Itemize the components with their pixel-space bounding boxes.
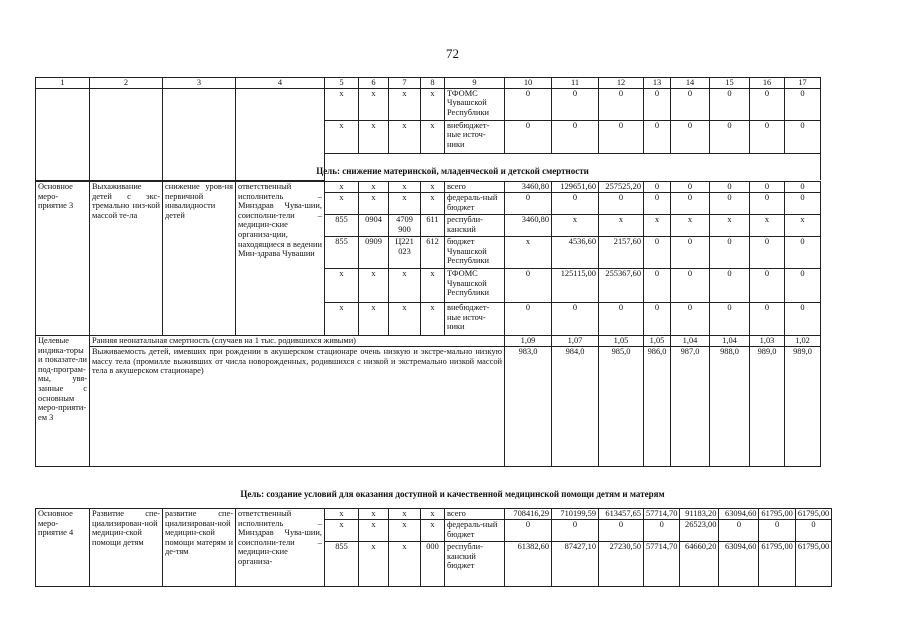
table-cell: 1,05 <box>644 336 671 347</box>
table-cell: x <box>785 215 821 237</box>
goal-heading: Цель: создание условий для оказания доступной и качественной медицинской помощи детям и матерям <box>240 489 665 499</box>
table-row <box>36 88 821 120</box>
table-cell: 63094,60 <box>719 542 759 587</box>
table-cell: x <box>359 120 389 153</box>
table-cell: 0 <box>710 120 750 153</box>
table-cell: 4536,60 <box>552 237 599 269</box>
table-cell: x <box>325 520 359 542</box>
table-cell: x <box>750 215 785 237</box>
table-cell: x <box>389 88 421 120</box>
table-cell: 0 <box>750 303 785 336</box>
table-cell: 1,03 <box>750 336 785 347</box>
table-cell: 0 <box>505 520 552 542</box>
table-cell: 57714,70 <box>644 509 680 520</box>
table-cell: 989,0 <box>785 347 821 467</box>
table-cell: развитие спе-циализирован-ной медицин-ской помощи матерям и де-тям <box>163 509 236 587</box>
table-cell: 0 <box>785 269 821 303</box>
activity-name: Основное меро-приятие 3 <box>36 182 90 336</box>
table-cell: 2157,60 <box>599 237 644 269</box>
table-cell: 855 <box>325 542 359 587</box>
table-cell: x <box>359 193 389 215</box>
column-number: 15 <box>710 78 750 89</box>
table-cell: 0909 <box>359 237 389 269</box>
table-cell: 0 <box>552 88 599 120</box>
table-cell: x <box>359 520 389 542</box>
goal-heading: Цель: снижение материнской, младенческой и детской смертности <box>316 166 589 176</box>
table-cell: 87427,10 <box>552 542 599 587</box>
table-cell: 257525,20 <box>599 182 644 193</box>
table-cell: ответственный исполнитель – Минздрав Чува-шии, соисполни-тели – медицин-ские организа- <box>236 509 325 587</box>
column-number: 1 <box>36 78 90 89</box>
column-number: 12 <box>599 78 644 89</box>
table-cell: x <box>325 120 359 153</box>
column-number: 8 <box>421 78 445 89</box>
table-cell: 612 <box>421 237 445 269</box>
column-number: 14 <box>671 78 710 89</box>
table-cell: снижение уров-ня первичной инвалидности детей <box>163 182 236 336</box>
table-cell: 0 <box>671 237 710 269</box>
table-cell: 57714,70 <box>644 542 680 587</box>
table-cell: x <box>389 269 421 303</box>
table-cell: бюджет Чувашской Республики <box>445 237 505 269</box>
table-cell: 64660,20 <box>680 542 719 587</box>
table-cell: x <box>671 215 710 237</box>
table-cell: 0 <box>671 182 710 193</box>
table-row <box>36 182 821 193</box>
table-cell: 0 <box>719 520 759 542</box>
table-cell: x <box>325 509 359 520</box>
table-cell: x <box>505 237 552 269</box>
table-cell: x <box>599 215 644 237</box>
table-cell: 0 <box>505 269 552 303</box>
table-cell: 0 <box>644 269 671 303</box>
table-cell: 0 <box>599 193 644 215</box>
table-cell: 983,0 <box>505 347 552 467</box>
table-cell: 3460,80 <box>505 215 552 237</box>
table-cell: x <box>325 269 359 303</box>
table-cell: 255367,60 <box>599 269 644 303</box>
table-cell: x <box>359 182 389 193</box>
table-cell: 4709 900 <box>389 215 421 237</box>
table-cell: 613457,65 <box>599 509 644 520</box>
table-cell: 0 <box>671 303 710 336</box>
column-number: 3 <box>163 78 236 89</box>
table-cell: x <box>389 542 421 587</box>
table-cell: 0 <box>644 237 671 269</box>
table-cell: 1,04 <box>710 336 750 347</box>
table-cell: x <box>389 193 421 215</box>
table-cell: федераль-ный бюджет <box>445 520 505 542</box>
table-cell: 1,09 <box>505 336 552 347</box>
table-row <box>36 509 832 520</box>
table-cell: x <box>421 509 445 520</box>
table-cell: 0 <box>671 269 710 303</box>
table-cell: 0 <box>644 182 671 193</box>
table-cell: 989,0 <box>750 347 785 467</box>
table-cell: 0 <box>599 120 644 153</box>
table-cell: 0 <box>644 193 671 215</box>
table-cell: x <box>644 215 671 237</box>
table-cell: 61795,00 <box>759 509 795 520</box>
table-cell: 0 <box>785 303 821 336</box>
table-cell: 0 <box>644 520 680 542</box>
column-number: 9 <box>445 78 505 89</box>
column-number: 11 <box>552 78 599 89</box>
table-cell: x <box>552 215 599 237</box>
indicator-row <box>36 336 821 347</box>
table-cell: 61795,00 <box>759 542 795 587</box>
column-number: 13 <box>644 78 671 89</box>
table-cell: федераль-ный бюджет <box>445 193 505 215</box>
table-cell: 0 <box>750 120 785 153</box>
activity-3-table <box>35 181 821 467</box>
table-cell: 0 <box>644 303 671 336</box>
table-cell: x <box>421 269 445 303</box>
table-cell: x <box>389 120 421 153</box>
column-number: 16 <box>750 78 785 89</box>
table-cell: Выживаемость детей, имевших при рождении в акушерском стационаре очень низкую и экстре-мально низкую массу тела (промилле выживших от числа новорожденных, родившихся с низкой и экстремально низкой массой тела в акушерском стационаре) <box>90 347 505 467</box>
table-cell: 986,0 <box>644 347 671 467</box>
table-cell: 000 <box>421 542 445 587</box>
table-cell: 0 <box>644 120 671 153</box>
table-cell: x <box>421 303 445 336</box>
table-cell: 987,0 <box>671 347 710 467</box>
table-cell: 0 <box>710 88 750 120</box>
table-cell: 0 <box>750 193 785 215</box>
table-cell: 0 <box>710 237 750 269</box>
table-cell: 988,0 <box>710 347 750 467</box>
column-number: 2 <box>90 78 163 89</box>
table-cell: x <box>325 193 359 215</box>
table-cell: x <box>359 542 389 587</box>
table-cell: 708416,29 <box>505 509 552 520</box>
table-cell: 0 <box>750 182 785 193</box>
table-cell: Ц221 023 <box>389 237 421 269</box>
table-cell: x <box>389 182 421 193</box>
table-cell: 0 <box>759 520 795 542</box>
source-label: внебюджет-ные источ-ники <box>445 120 505 153</box>
table-cell: внебюджет-ные источ-ники <box>445 303 505 336</box>
indicator-row <box>36 347 821 467</box>
table-cell: 0 <box>505 303 552 336</box>
table-cell: 611 <box>421 215 445 237</box>
table-cell: 0904 <box>359 215 389 237</box>
column-number-row <box>36 78 821 89</box>
table-cell: 0 <box>710 182 750 193</box>
table-cell: x <box>389 520 421 542</box>
table-cell: 0 <box>785 193 821 215</box>
table-cell: 0 <box>750 88 785 120</box>
table-cell: всего <box>445 509 505 520</box>
table-cell: x <box>325 88 359 120</box>
table-cell: 0 <box>710 193 750 215</box>
table-cell: республи-канский бюджет <box>445 542 505 587</box>
table-cell: 91183,20 <box>680 509 719 520</box>
table-cell: ТФОМС Чувашской Республики <box>445 269 505 303</box>
table-cell: x <box>421 193 445 215</box>
table-cell: 0 <box>644 88 671 120</box>
column-number: 4 <box>236 78 325 89</box>
table-cell: 27230,50 <box>599 542 644 587</box>
table-cell: x <box>421 120 445 153</box>
table-cell: 61795,00 <box>795 509 831 520</box>
table-cell: 0 <box>785 182 821 193</box>
table-cell: 0 <box>785 88 821 120</box>
table-cell: 985,0 <box>599 347 644 467</box>
table-cell: 0 <box>599 303 644 336</box>
source-label: ТФОМС Чувашской Республики <box>445 88 505 120</box>
table-cell: 0 <box>671 88 710 120</box>
indicators-label: Целевые индика-торы и показате-ли под-програм-мы, увя-занные с основным меро-прияти-ем 3 <box>36 336 90 467</box>
table-cell: всего <box>445 182 505 193</box>
table-cell: 0 <box>710 303 750 336</box>
table-cell: 0 <box>750 237 785 269</box>
table-cell: республи-канский <box>445 215 505 237</box>
table-cell: x <box>325 182 359 193</box>
table-cell: x <box>359 509 389 520</box>
table-cell: 0 <box>671 120 710 153</box>
table-cell: x <box>359 88 389 120</box>
table-cell: 0 <box>505 120 552 153</box>
table-cell: Ранняя неонатальная смертность (случаев на 1 тыс. родившихся живыми) <box>90 336 505 347</box>
table-cell: x <box>359 303 389 336</box>
table-cell: 855 <box>325 237 359 269</box>
table-cell: 3460,80 <box>505 182 552 193</box>
table-cell: x <box>421 520 445 542</box>
table-cell: 855 <box>325 215 359 237</box>
table-cell: 0 <box>552 520 599 542</box>
table-cell: x <box>421 88 445 120</box>
table-cell: 0 <box>795 520 831 542</box>
table-cell: 0 <box>785 237 821 269</box>
activity-4-table <box>35 508 832 587</box>
table-cell: x <box>325 303 359 336</box>
column-number: 6 <box>359 78 389 89</box>
table-cell: 1,04 <box>671 336 710 347</box>
column-number: 17 <box>785 78 821 89</box>
table-cell: x <box>359 269 389 303</box>
table-cell: 710199,59 <box>552 509 599 520</box>
table-cell: 1,05 <box>599 336 644 347</box>
table-cell: 61795,00 <box>795 542 831 587</box>
table-cell: ответственный исполнитель – Минздрав Чува-шии, соисполни-тели – медицин-ские организа-ции, находящиеся в ведении Мин-здрава Чувашии <box>236 182 325 336</box>
table-cell: 984,0 <box>552 347 599 467</box>
table-cell: Развитие спе-циализирован-ной медицин-ской помощи детям <box>90 509 163 587</box>
table-cell: 0 <box>785 120 821 153</box>
table-cell: x <box>389 509 421 520</box>
table-cell: 0 <box>671 193 710 215</box>
table-cell: Выхаживание детей с экс-тремально низ-кой массой те-ла <box>90 182 163 336</box>
table-cell: 0 <box>552 303 599 336</box>
table-cell: x <box>421 182 445 193</box>
column-number: 5 <box>325 78 359 89</box>
table-cell: x <box>710 215 750 237</box>
table-cell: 61382,60 <box>505 542 552 587</box>
activity-name: Основное меро-приятие 4 <box>36 509 90 587</box>
table-cell: 1,07 <box>552 336 599 347</box>
page-number: 72 <box>446 46 459 61</box>
table-cell: 26523,00 <box>680 520 719 542</box>
table-cell: 125115,00 <box>552 269 599 303</box>
table-cell: 0 <box>599 520 644 542</box>
column-number: 10 <box>505 78 552 89</box>
table-cell: 63094,60 <box>719 509 759 520</box>
table-cell: 1,02 <box>785 336 821 347</box>
table-cell: 0 <box>710 269 750 303</box>
table-cell: x <box>389 303 421 336</box>
table-cell: 0 <box>505 193 552 215</box>
table-cell: 0 <box>552 120 599 153</box>
table-cell: 0 <box>599 88 644 120</box>
table-cell: 0 <box>750 269 785 303</box>
table-cell: 129651,60 <box>552 182 599 193</box>
column-number: 7 <box>389 78 421 89</box>
table-cell: 0 <box>552 193 599 215</box>
table-cell: 0 <box>505 88 552 120</box>
